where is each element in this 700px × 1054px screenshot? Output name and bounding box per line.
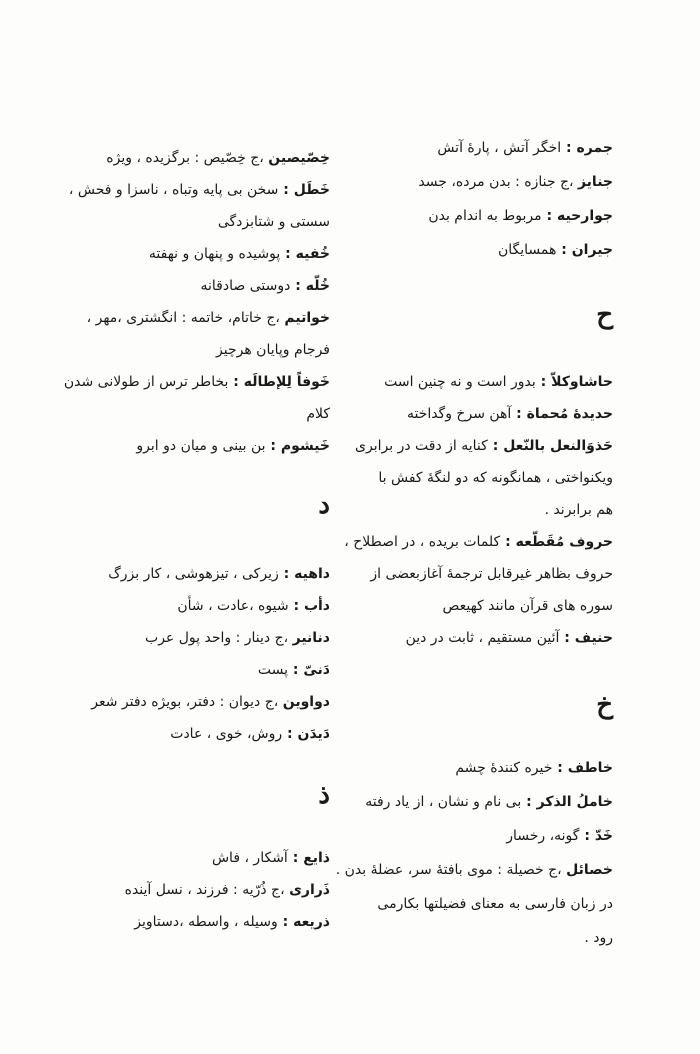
glossary-entry: دَیدَن : روش، خوی ، عادت [170,726,330,742]
section-letter-dal: د [318,490,330,520]
section-letter-ha: ح [596,300,613,330]
glossary-entry: دنانیر ،ج دینار : واحد پول عرب [145,630,330,646]
glossary-entry: جنایز ،ج جنازه : بدن مرده، جسد [418,174,613,190]
glossary-entry: داهیه : زیرکی ، تیزهوشی ، کار بزرگ [108,566,330,582]
glossary-entry: حاشاوکلاّ : بدور است و نه چنین است [384,374,613,390]
glossary-entry: دواوین ،ج دیوان : دفتر، بویژه دفتر شعر [91,694,330,710]
glossary-entry: حَذوَالنعل بالنّعل : کنایه از دقت در برابری [355,438,613,454]
glossary-entry: دَنیّ : پست [257,662,330,678]
glossary-entry: خَوفاً لِلإطالَه : بخاطر ترس از طولانی شدن [63,374,330,390]
glossary-entry-continuation: در زبان فارسی به معنای فضیلتها بکارمی [377,896,613,912]
glossary-entry: خُلّه : دوستی صادقانه [200,278,330,294]
glossary-entry: ذایع : آشکار ، فاش [211,850,330,866]
glossary-entry: ذَراری ،ج ذُرّیه : فرزند ، نسل آینده [124,882,330,898]
glossary-entry: خصائل ،ج خصیلة : موی بافتهٔ سر، عضلهٔ بدن . [335,862,613,878]
glossary-entry: جوارحیه : مربوط به اندام بدن [428,208,613,224]
glossary-entry: دأب : شیوه ،عادت ، شأن [177,598,330,614]
glossary-entry-continuation: هم برابرند . [544,502,613,518]
glossary-entry: خاملُ الذکر : بی نام و نشان ، از یاد رفته [365,794,613,810]
section-letter-kha: خ [596,690,613,720]
glossary-entry: خِصّیصین ،ج خِصّیص : برگزیده ، ویژه [106,150,330,166]
glossary-entry: جیران : همسایگان [497,242,613,258]
glossary-entry: حنیف : آئین مستقیم ، ثابت در دین [405,630,613,646]
glossary-entry-continuation: حروف بظاهر غیرقابل ترجمهٔ آغازبعضی از [370,566,613,582]
glossary-entry: خَیشوم : بن بینی و میان دو ابرو [136,438,330,454]
glossary-entry: خُفیه : پوشیده و پنهان و نهفته [148,246,330,262]
glossary-entry: حروف مُقَطّعه : کلمات بریده ، در اصطلاح ، [344,534,613,550]
glossary-entry-continuation: رود . [584,930,613,946]
glossary-entry-continuation: کلام [306,406,330,422]
glossary-entry: خَدّ : گونه، رخسار [506,828,613,844]
section-letter-dhal: ذ [318,780,330,810]
glossary-entry: حدیدهٔ مُحماة : آهن سرخ وگداخته [406,406,613,422]
glossary-entry-continuation: ویکنواختی ، همانگونه که دو لنگهٔ کفش با [378,470,613,486]
glossary-entry-continuation: سستی و شتابزدگی [217,214,330,230]
glossary-entry: جمره : اخگر آتش ، پارهٔ آتش [437,140,613,156]
glossary-entry: ذریعه : وسیله ، واسطه ،دستاویز [134,914,330,930]
glossary-entry-continuation: سوره های قرآن مانند کهیعص [442,598,613,614]
glossary-entry: خاطف : خیره کنندهٔ چشم [455,760,613,776]
glossary-entry: خَطَل : سخن بی پایه وتباه ، ناسزا و فحش ، [68,182,330,198]
glossary-entry-continuation: فرجام وپایان هرچیز [216,342,330,358]
glossary-entry: خواتیم ،ج خاتام، خاتمه : انگشتری ،مهر ، [86,310,330,326]
